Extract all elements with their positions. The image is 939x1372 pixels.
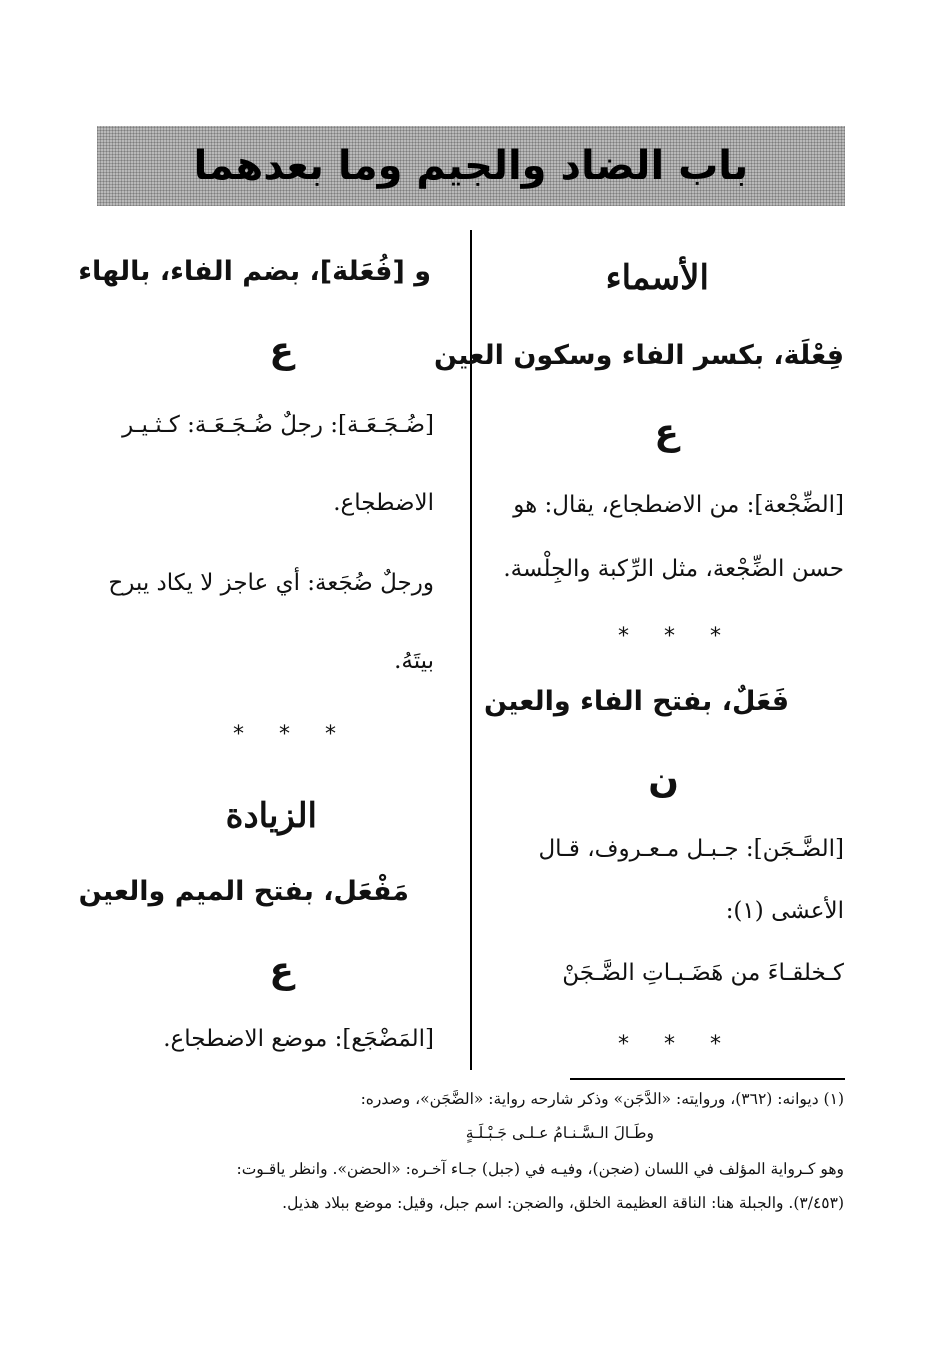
- section-title-names: الأسماء: [605, 258, 709, 298]
- entry-dujaa2-line2: بيتَهُ.: [394, 648, 434, 674]
- separator-stars: * * *: [618, 624, 735, 649]
- root-letter-ain: ع: [269, 950, 294, 991]
- root-letter-ain: ع: [269, 330, 294, 371]
- entry-dijaa-line2: حسن الضِّجْعة، مثل الرِّكبة والجِلْسة.: [503, 556, 844, 582]
- entry-dujaa-line1: [ضُـجَـعَـة]: رجلٌ ضُـجَـعَـة: كـثـيـر: [122, 412, 434, 438]
- entry-dijaa-line1: [الضِّجْعة]: من الاضطجاع، يقال: هو: [513, 492, 844, 518]
- footnote-line-4: (٣/٤٥٣). والجبلة هنا: الناقة العظيمة الخلق، والضجن: اسم جبل، وقيل: موضع ببلاد هذيل.: [282, 1194, 844, 1212]
- pattern-heading-faal: فَعَلٌ، بفتح الفاء والعين: [483, 686, 789, 717]
- pattern-heading-fiala: فِعْلَة، بكسر الفاء وسكون العين: [433, 340, 844, 371]
- entry-dajan-line2: الأعشى (١):: [725, 898, 844, 924]
- pattern-heading-mafal: مَفْعَل، بفتح الميم والعين: [78, 876, 409, 907]
- separator-stars: * * *: [618, 1032, 735, 1057]
- root-letter-ain: ع: [654, 412, 679, 453]
- footnote-verse: وطَـالَ الـسَّـنـامُ عـلـى جَـبْـلَـةٍ: [465, 1124, 654, 1142]
- chapter-title: باب الضاد والجيم وما بعدهما: [193, 143, 749, 189]
- entry-madjaa: [المَضْجَع]: موضع الاضطجاع.: [163, 1026, 434, 1052]
- entry-dujaa2-line1: ورجلٌ ضُجَعة: أي عاجز لا يكاد يبرح: [108, 570, 434, 596]
- root-letter-nun: ن: [648, 760, 679, 801]
- entry-dujaa-line2: الاضطجاع.: [333, 490, 434, 516]
- poetry-verse: كـخلقـاءَ من هَضَـبـاتِ الضَّـجَنْ: [562, 960, 844, 986]
- footnote-rule: [570, 1078, 845, 1080]
- separator-stars: * * *: [233, 722, 350, 747]
- section-title-additions: الزيادة: [225, 796, 317, 836]
- pattern-heading-fuala: و [فُعَلة]، بضم الفاء، بالهاء: [78, 256, 431, 287]
- footnote-line-3: وهو كـرواية المؤلف في اللسان (ضجن)، وفيـه في (جبل) جـاء آخـره: «الحضن». وانظر ياقـوت:: [236, 1160, 844, 1178]
- footnote-line-1: (١) ديوانه: (٣٦٢)، وروايته: «الدَّجَن» وذكر شارحه رواية: «الضَّجَن»، وصدره:: [360, 1090, 844, 1108]
- chapter-banner: [97, 126, 845, 206]
- entry-dajan-line1: [الضَّـجَن]: جـبـل مـعـروف، قـال: [538, 836, 844, 862]
